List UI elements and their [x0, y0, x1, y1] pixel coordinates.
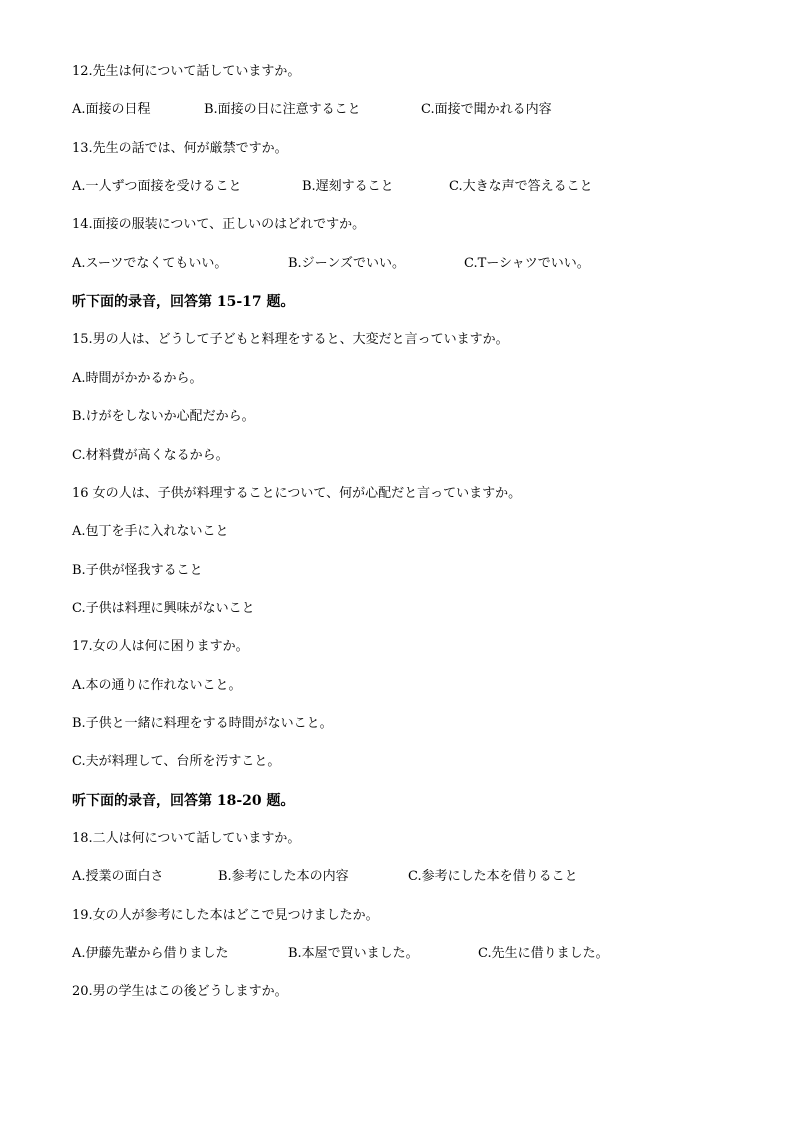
answer-option: B.ジーンズでいい。 [288, 255, 406, 271]
question-line: 13.先生の話では、何が厳禁ですか。 [72, 140, 288, 156]
question-line: 17.女の人は何に困りますか。 [72, 639, 249, 655]
section-heading: 听下面的录音，回答第 15-17 题。 [72, 294, 295, 311]
question-line: 14.面接の服装について、正しいのはどれですか。 [72, 217, 366, 233]
answer-option: C.先生に借りました。 [478, 946, 609, 962]
question-line: B.子供が怪我すること [72, 562, 203, 578]
section-heading: 听下面的录音，回答第 18-20 题。 [72, 792, 295, 809]
answer-option: A.伊藤先輩から借りました [72, 946, 229, 962]
question-line: B.けがをしないか心配だから。 [72, 409, 255, 425]
answer-option: B.参考にした本の内容 [218, 869, 349, 885]
answer-option: A.スーツでなくてもいい。 [72, 255, 228, 271]
answer-option: B.本屋で買いました。 [288, 946, 419, 962]
question-line: C.子供は料理に興味がないこと [72, 600, 255, 616]
answer-option: C.面接で聞かれる内容 [421, 102, 552, 118]
answer-option: B.遅刻すること [302, 179, 394, 195]
question-line: C.材料費が高くなるから。 [72, 447, 229, 463]
answer-option: A.一人ずつ面接を受けること [72, 179, 242, 195]
question-line: 16 女の人は、子供が料理することについて、何が心配だと言っていますか。 [72, 485, 522, 501]
question-line: B.子供と一緒に料理をする時間がないこと。 [72, 715, 333, 731]
answer-option: C.大きな声で答えること [449, 179, 593, 195]
answer-option: B.面接の日に注意すること [204, 102, 361, 118]
answer-option: A.授業の面白さ [72, 869, 164, 885]
question-line: 20.男の学生はこの後どうしますか。 [72, 984, 288, 1000]
question-line: A.時間がかかるから。 [72, 370, 203, 386]
question-line: 18.二人は何について話していますか。 [72, 831, 301, 846]
question-line: A.本の通りに作れないこと。 [72, 677, 242, 693]
question-line: C.夫が料理して、台所を汚すこと。 [72, 754, 281, 770]
question-line: A.包丁を手に入れないこと [72, 524, 229, 540]
answer-option: A.面接の日程 [72, 102, 151, 118]
question-line: 12.先生は何について話していますか。 [72, 64, 301, 79]
answer-option: C.Tーシャツでいい。 [464, 255, 590, 271]
question-line: 19.女の人が参考にした本はどこで見つけましたか。 [72, 907, 379, 923]
question-line: 15.男の人は、どうして子どもと料理をすると、大変だと言っていますか。 [72, 332, 509, 348]
answer-option: C.参考にした本を借りること [408, 869, 578, 885]
